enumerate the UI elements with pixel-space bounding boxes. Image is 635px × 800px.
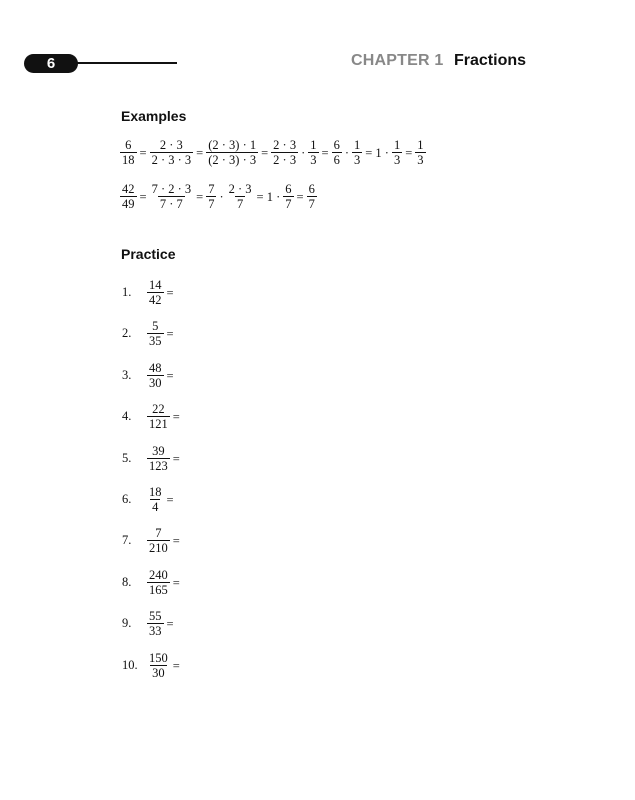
- operator: =: [172, 658, 180, 673]
- operator: =: [166, 368, 174, 383]
- operator: =: [166, 616, 174, 631]
- fraction: $\frac{6}{7}$: [285, 182, 292, 211]
- fraction: $\frac{6}{18}$: [122, 138, 135, 167]
- practice-problem: [122, 361, 176, 390]
- fraction: $\frac{6}{7}$: [308, 182, 315, 211]
- operator: =: [172, 451, 180, 466]
- fraction: $\frac{22}{121}$: [149, 402, 168, 431]
- chapter-title: Fractions: [454, 52, 527, 69]
- operator: =: [196, 145, 204, 160]
- operator: = 1 ·: [256, 189, 281, 204]
- fraction: $\frac{48}{30}$: [149, 361, 162, 390]
- operator: ·: [344, 145, 349, 160]
- operator: =: [166, 492, 174, 507]
- fraction: $\frac{1}{3}$: [393, 138, 401, 167]
- fraction: $\frac{240}{165}$: [149, 568, 168, 597]
- fraction: $\frac{7 \cdot 2 \cdot 3}{7 \cdot 7}$: [151, 182, 192, 211]
- operator: =: [172, 533, 180, 548]
- header-rule: [74, 62, 177, 64]
- fraction: $\frac{1}{3}$: [417, 138, 424, 167]
- fraction: $\frac{18}{4}$: [149, 485, 162, 514]
- examples-heading: Examples: [121, 108, 187, 124]
- fraction: $\frac{1}{3}$: [310, 138, 317, 167]
- chapter-label: CHAPTER 1: [351, 52, 444, 69]
- operator: = 1 ·: [365, 145, 389, 160]
- practice-problem: [122, 526, 182, 555]
- fraction: $\frac{14}{42}$: [149, 278, 162, 307]
- operator: =: [139, 145, 147, 160]
- practice-problem: [122, 651, 182, 680]
- problem-number: 2.: [122, 326, 132, 340]
- operator: ·: [219, 189, 224, 204]
- operator: =: [166, 285, 174, 300]
- practice-problem: [122, 319, 176, 348]
- fraction: $\frac{2 \cdot 3}{2 \cdot 3 \cdot 3}$: [151, 138, 192, 167]
- problem-number: 10.: [122, 658, 138, 672]
- fraction: $\frac{150}{30}$: [149, 651, 168, 680]
- example-equation-1: [119, 138, 427, 167]
- problem-number: 3.: [122, 368, 132, 382]
- operator: =: [296, 189, 304, 204]
- operator: =: [196, 189, 204, 204]
- practice-problem: [122, 568, 182, 597]
- practice-problem: [122, 485, 176, 514]
- operator: =: [139, 189, 147, 204]
- practice-problem: [122, 278, 176, 307]
- fraction: $\frac{55}{33}$: [149, 609, 162, 638]
- example-equation-2: [119, 182, 318, 211]
- problem-number: 7.: [122, 533, 132, 547]
- practice-problem: [122, 402, 182, 431]
- fraction: $\frac{(2 \cdot 3) \cdot 1}{(2 \cdot 3) \cdot 3}$: [208, 138, 257, 167]
- operator: =: [261, 145, 269, 160]
- practice-heading: Practice: [121, 246, 176, 262]
- fraction: $\frac{42}{49}$: [122, 182, 135, 211]
- operator: =: [405, 145, 413, 160]
- fraction: $\frac{6}{6}$: [333, 138, 340, 167]
- problem-number: 8.: [122, 575, 132, 589]
- fraction: $\frac{1}{3}$: [354, 138, 361, 167]
- fraction: $\frac{2 \cdot 3}{7}$: [228, 182, 252, 211]
- operator: ·: [301, 145, 306, 160]
- fraction: $\frac{7}{210}$: [149, 526, 168, 555]
- fraction: $\frac{5}{35}$: [149, 319, 162, 348]
- page-number-badge: 6: [24, 54, 78, 73]
- operator: =: [321, 145, 329, 160]
- fraction: $\frac{7}{7}$: [208, 182, 215, 211]
- problem-number: 1.: [122, 285, 132, 299]
- practice-problem: [122, 444, 182, 473]
- practice-problem: [122, 609, 176, 638]
- fraction: $\frac{39}{123}$: [149, 444, 168, 473]
- problem-number: 6.: [122, 492, 132, 506]
- problem-number: 9.: [122, 616, 132, 630]
- fraction: $\frac{2 \cdot 3}{2 \cdot 3}$: [273, 138, 297, 167]
- operator: =: [166, 326, 174, 341]
- problem-number: 4.: [122, 409, 132, 423]
- problem-number: 5.: [122, 451, 132, 465]
- operator: =: [172, 575, 180, 590]
- operator: =: [172, 409, 180, 424]
